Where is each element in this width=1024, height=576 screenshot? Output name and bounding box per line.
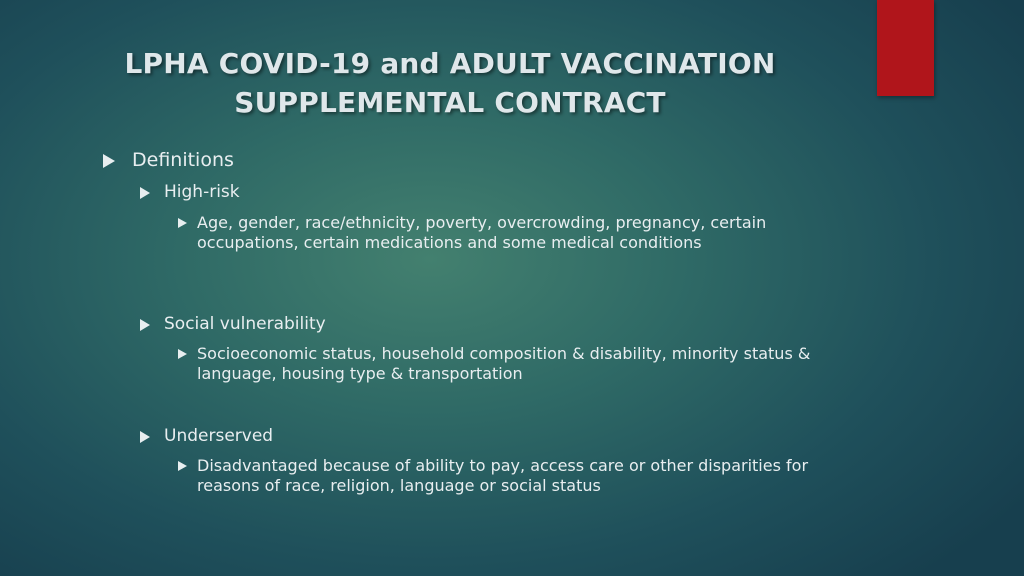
bullet-text: Social vulnerability	[164, 314, 326, 334]
triangle-bullet-icon	[140, 319, 150, 331]
bullet-text: Socioeconomic status, household composition & disability, minority status & language, housing type & transportation	[197, 344, 811, 383]
title-line-1: LPHA COVID-19 and ADULT VACCINATION	[124, 47, 776, 80]
slide-title	[60, 44, 840, 122]
triangle-bullet-icon	[178, 349, 187, 359]
bullet-text: Definitions	[132, 149, 234, 171]
bullet-definitions	[103, 147, 234, 173]
bullet-text: Age, gender, race/ethnicity, poverty, overcrowding, pregnancy, certain occupations, certain medications and some medical conditions	[197, 213, 767, 252]
bullet-social-vulnerability-detail	[178, 344, 837, 384]
bullet-text: Underserved	[164, 426, 274, 446]
accent-bar	[877, 0, 934, 96]
bullet-social-vulnerability	[140, 312, 326, 336]
bullet-underserved-detail	[178, 456, 837, 496]
bullet-underserved	[140, 424, 273, 448]
triangle-bullet-icon	[178, 461, 187, 471]
triangle-bullet-icon	[140, 431, 150, 443]
bullet-high-risk	[140, 180, 240, 204]
triangle-bullet-icon	[140, 187, 150, 199]
triangle-bullet-icon	[178, 218, 187, 228]
triangle-bullet-icon	[103, 154, 115, 168]
title-line-2: SUPPLEMENTAL CONTRACT	[234, 86, 666, 119]
bullet-high-risk-detail	[178, 213, 837, 253]
bullet-text: High-risk	[164, 182, 240, 202]
bullet-text: Disadvantaged because of ability to pay, access care or other disparities for reasons of race, religion, language or social status	[197, 456, 809, 495]
